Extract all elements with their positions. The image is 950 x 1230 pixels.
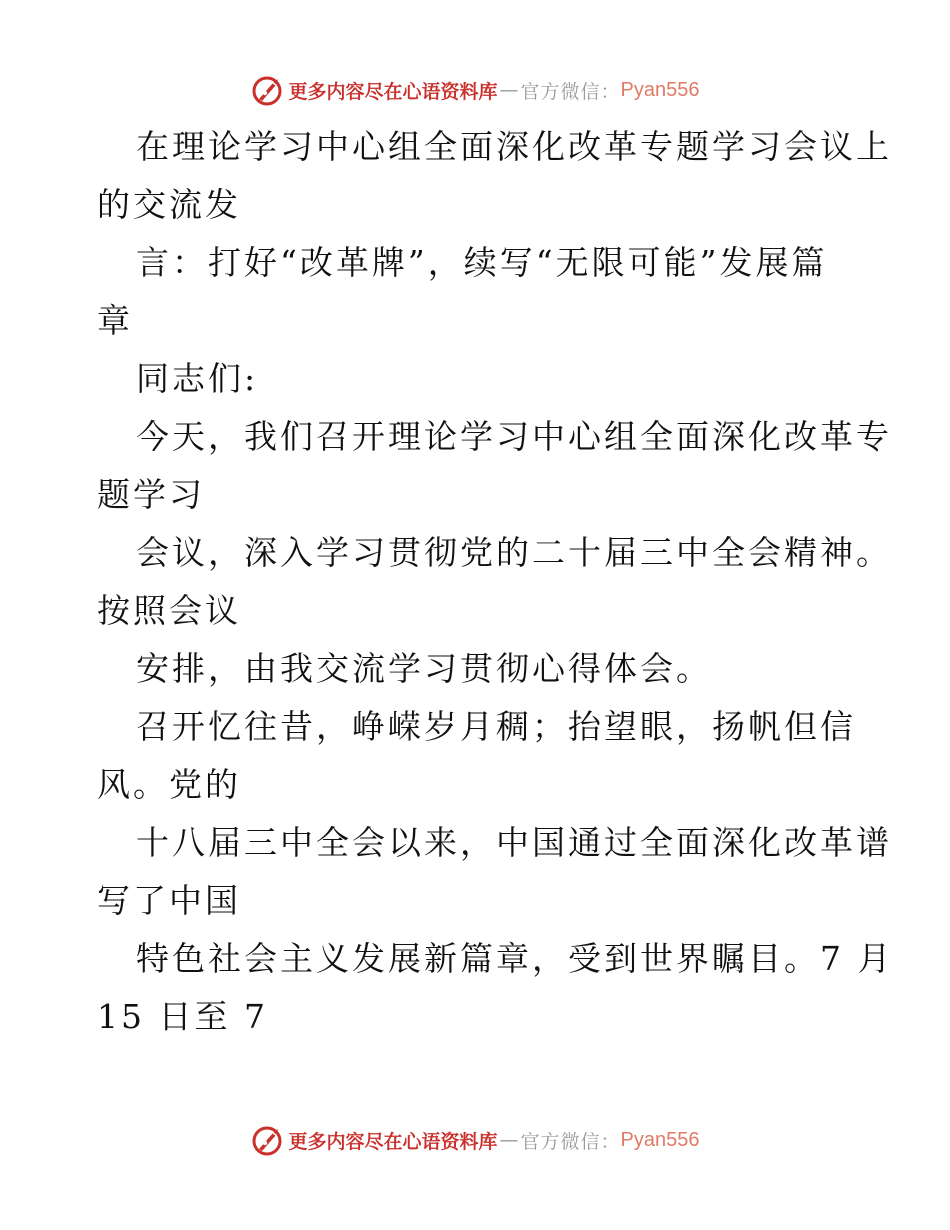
paragraph-line: 特色社会主义发展新篇章，受到世界瞩目。7 月 <box>136 939 894 978</box>
footer-dash: — <box>499 1129 519 1151</box>
header-contact-id: Pyan556 <box>620 78 700 101</box>
header-dash: — <box>499 79 519 101</box>
title-line-1: 在理论学习中心组全面深化改革专题学习会议上 <box>136 127 892 166</box>
paragraph-line: 安排，由我交流学习贯彻心得体会。 <box>136 649 712 688</box>
paragraph-line: 按照会议 <box>97 591 241 630</box>
paragraph-line: 题学习 <box>97 475 205 514</box>
paragraph-line: 召开忆往昔，峥嵘岁月稠；抬望眼，扬帆但信 <box>136 707 856 746</box>
paragraph-line: 会议，深入学习贯彻党的二十届三中全会精神。 <box>136 533 892 572</box>
header-contact-label: 官方微信： <box>520 80 621 103</box>
header-brand-text: 更多内容尽在心语资料库 <box>288 80 498 103</box>
pen-seal-icon <box>251 1123 285 1157</box>
footer-contact-id: Pyan556 <box>620 1128 700 1151</box>
paragraph-line: 十八届三中全会以来，中国通过全面深化改革谱 <box>136 823 892 862</box>
paragraph-line: 风。党的 <box>97 765 241 804</box>
header-banner <box>0 70 950 110</box>
title-line-3: 言：打好“改革牌”，续写“无限可能”发展篇 <box>136 243 828 282</box>
footer-brand-text: 更多内容尽在心语资料库 <box>288 1130 498 1153</box>
salutation: 同志们: <box>136 359 259 398</box>
pen-seal-icon <box>251 73 285 107</box>
paragraph-line: 15 日至 7 <box>97 997 268 1036</box>
paragraph-line: 今天，我们召开理论学习中心组全面深化改革专 <box>136 417 892 456</box>
paragraph-line: 写了中国 <box>97 881 241 920</box>
title-line-2: 的交流发 <box>97 185 241 224</box>
footer-banner <box>0 1120 950 1160</box>
title-line-4: 章 <box>97 301 133 340</box>
footer-contact-label: 官方微信： <box>520 1130 621 1153</box>
